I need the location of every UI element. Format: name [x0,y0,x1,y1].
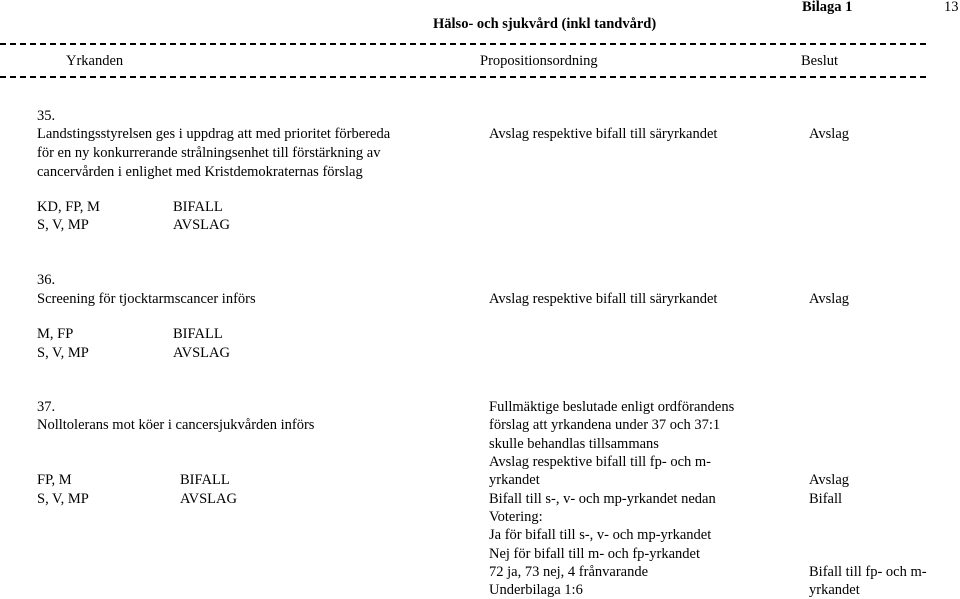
page-number: 13 [944,0,959,15]
page-title: Hälso- och sjukvård (inkl tandvård) [433,16,657,32]
vote-result: BIFALL [173,326,223,342]
proposition-line: skulle behandlas tillsammans [489,436,659,452]
item-text-line: Screening för tjocktarmscancer införs [37,291,256,307]
beslut-text: Avslag [809,291,850,307]
vote-result: AVSLAG [173,345,230,361]
item-text-line: cancervården i enlighet med Kristdemokraternas förslag [37,164,363,180]
item-number: 35. [37,108,56,124]
vote-parties: S, V, MP [37,491,89,507]
proposition-text: Avslag respektive bifall till säryrkandet [489,291,718,307]
proposition-line: förslag att yrkandena under 37 och 37:1 [489,417,721,433]
vote-parties: S, V, MP [37,217,89,233]
beslut-text: Avslag [809,472,850,488]
divider-header-bottom [0,76,926,78]
proposition-line: Underbilaga 1:6 [489,582,583,598]
vote-result: AVSLAG [173,217,230,233]
vote-parties: KD, FP, M [37,199,100,215]
item-number: 37. [37,399,56,415]
item-text-line: Nolltolerans mot köer i cancersjukvården införs [37,417,315,433]
proposition-line: Fullmäktige beslutade enligt ordförandens [489,399,735,415]
proposition-line: Bifall till s-, v- och mp-yrkandet nedan [489,491,716,507]
item-text-line: för en ny konkurrerande strålningsenhet till förstärkning av [37,145,381,161]
beslut-text: Avslag [809,126,850,142]
column-header-beslut: Beslut [801,53,839,69]
proposition-line: Ja för bifall till s-, v- och mp-yrkandet [489,527,712,543]
beslut-text: yrkandet [809,582,860,598]
vote-parties: S, V, MP [37,345,89,361]
vote-result: BIFALL [180,472,230,488]
vote-parties: M, FP [37,326,74,342]
vote-parties: FP, M [37,472,72,488]
vote-result: AVSLAG [180,491,237,507]
proposition-line: Votering: [489,509,543,525]
proposition-line: Avslag respektive bifall till fp- och m- [489,454,712,470]
beslut-text: Bifall [809,491,843,507]
beslut-text: Bifall till fp- och m- [809,564,927,580]
proposition-text: Avslag respektive bifall till säryrkandet [489,126,718,142]
divider-top [0,43,926,45]
bilaga-label: Bilaga 1 [802,0,853,15]
item-number: 36. [37,272,56,288]
column-header-yrkanden: Yrkanden [66,53,124,69]
proposition-line: 72 ja, 73 nej, 4 frånvarande [489,564,649,580]
vote-result: BIFALL [173,199,223,215]
column-header-propositionsordning: Propositionsordning [480,53,598,69]
proposition-line: Nej för bifall till m- och fp-yrkandet [489,546,700,562]
item-text-line: Landstingsstyrelsen ges i uppdrag att med prioritet förbereda [37,126,391,142]
proposition-line: yrkandet [489,472,540,488]
